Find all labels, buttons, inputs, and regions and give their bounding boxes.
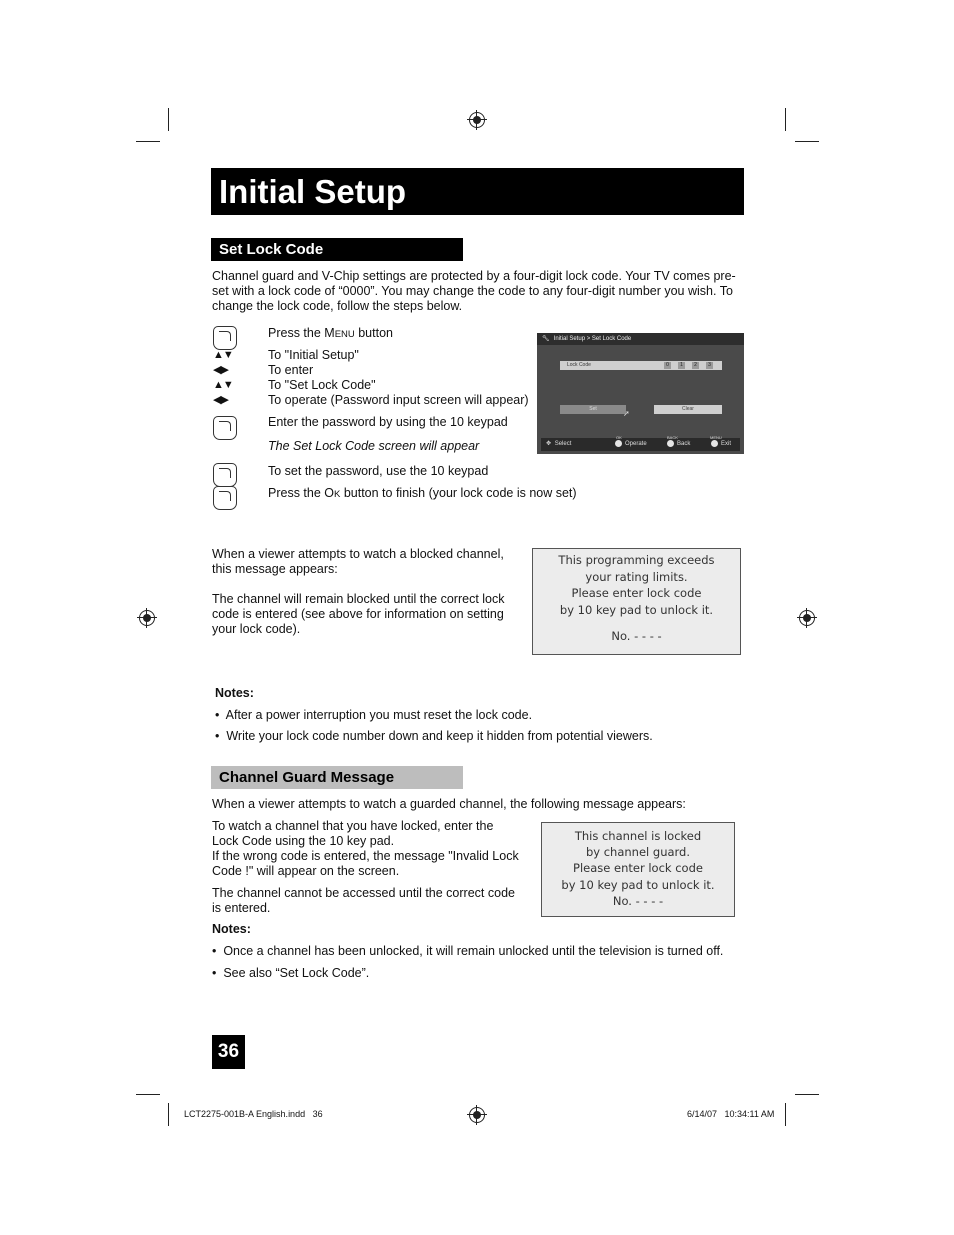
blocked-text-2: The channel will remain blocked until the correct lock code is entered (see above for information on setting your lock code). [212, 592, 505, 636]
back-button-icon [667, 440, 674, 447]
remote-button-icon [213, 326, 237, 350]
registration-mark-icon [469, 1107, 485, 1123]
crop-mark [795, 141, 819, 142]
remote-button-icon [213, 486, 237, 510]
crop-mark [795, 1094, 819, 1095]
registration-mark-icon [799, 610, 815, 626]
step-enter-password: Enter the password by using the 10 keypad [268, 415, 508, 429]
note-item: • Once a channel has been unlocked, it will remain unlocked until the television is turned off. [212, 944, 724, 958]
step-screen-appear: The Set Lock Code screen will appear [268, 439, 480, 453]
move-arrows-icon: ✥ [546, 441, 552, 447]
remote-button-icon [213, 416, 237, 440]
channel-locked-message: This channel is locked by channel guard. Please enter lock code by 10 key pad to unlock it. No. - - - - [541, 822, 735, 917]
wrench-icon: 🔧︎ [542, 336, 550, 342]
tv-screen-set-lock-code [537, 333, 744, 454]
step-to-operate: To operate (Password input screen will appear) [268, 393, 529, 407]
registration-mark-icon [139, 610, 155, 626]
tv-digit: 2 [692, 362, 699, 369]
tv-digit: 3 [706, 362, 713, 369]
page-number: 36 [212, 1035, 245, 1069]
channel-guard-para-2: The channel cannot be accessed until the correct code is entered. [212, 886, 515, 915]
section-heading-set-lock-code: Set Lock Code [211, 238, 463, 261]
footer-timestamp: 6/14/07 10:34:11 AM [687, 1109, 775, 1119]
tv-digit: 1 [678, 362, 685, 369]
cursor-icon: ➚ [623, 409, 630, 418]
set-lock-code-intro: Channel guard and V-Chip settings are protected by a four-digit lock code. Your TV comes pre- set with a lock code of “0000”. You may change the code to any four-digit number you wish. To change the lock code, follow the steps below. [212, 269, 736, 313]
up-down-arrows-icon: ▲▼ [213, 379, 233, 391]
tv-set-button: Set [560, 405, 626, 414]
crop-mark [168, 108, 169, 131]
menu-button-icon [711, 440, 718, 447]
section-heading-channel-guard: Channel Guard Message [211, 766, 463, 789]
page-title: Initial Setup [211, 168, 744, 215]
crop-mark [785, 108, 786, 131]
blocked-channel-message: This programming exceeds your rating limits. Please enter lock code by 10 key pad to unlock it. No. - - - - [532, 548, 741, 655]
step-to-enter: To enter [268, 363, 314, 377]
step-to-set-lock-code: To "Set Lock Code" [268, 378, 376, 392]
step-press-menu: Press the MENU button [268, 326, 393, 340]
tv-clear-button: Clear [654, 405, 722, 414]
up-down-arrows-icon: ▲▼ [213, 349, 233, 361]
tv-breadcrumb-bar: 🔧︎ Initial Setup > Set Lock Code [537, 333, 744, 345]
tv-digit: 0 [664, 362, 671, 369]
blocked-text-1: When a viewer attempts to watch a blocked channel, this message appears: [212, 547, 504, 576]
registration-mark-icon [469, 112, 485, 128]
notes-label: Notes: [215, 686, 254, 700]
note-item: • After a power interruption you must reset the lock code. [215, 708, 533, 722]
step-set-password: To set the password, use the 10 keypad [268, 464, 489, 478]
crop-mark [168, 1103, 169, 1126]
channel-guard-intro: When a viewer attempts to watch a guarded channel, the following message appears: [212, 797, 686, 811]
notes-label: Notes: [212, 922, 251, 936]
crop-mark [785, 1103, 786, 1126]
tv-lock-code-field: Lock Code 0 1 2 3 [560, 361, 722, 370]
crop-mark [136, 141, 160, 142]
left-right-arrows-icon: ◀▶ [213, 364, 228, 376]
step-to-initial-setup: To "Initial Setup" [268, 348, 359, 362]
step-press-ok: Press the OK button to finish (your lock code is now set) [268, 486, 577, 500]
ok-button-icon [615, 440, 622, 447]
note-item: • Write your lock code number down and keep it hidden from potential viewers. [215, 729, 653, 743]
remote-button-icon [213, 463, 237, 487]
footer-filename: LCT2275-001B-A English.indd 36 [184, 1109, 323, 1119]
note-item: • See also “Set Lock Code”. [212, 966, 370, 980]
channel-guard-para-1: To watch a channel that you have locked, enter the Lock Code using the 10 key pad. If the wrong code is entered, the message "Invalid Lock Code !" will appear on the screen. [212, 819, 519, 878]
tv-help-bar: ✥ Select OK Operate BACK Back MENU Exit [541, 438, 740, 451]
left-right-arrows-icon: ◀▶ [213, 394, 228, 406]
crop-mark [136, 1094, 160, 1095]
